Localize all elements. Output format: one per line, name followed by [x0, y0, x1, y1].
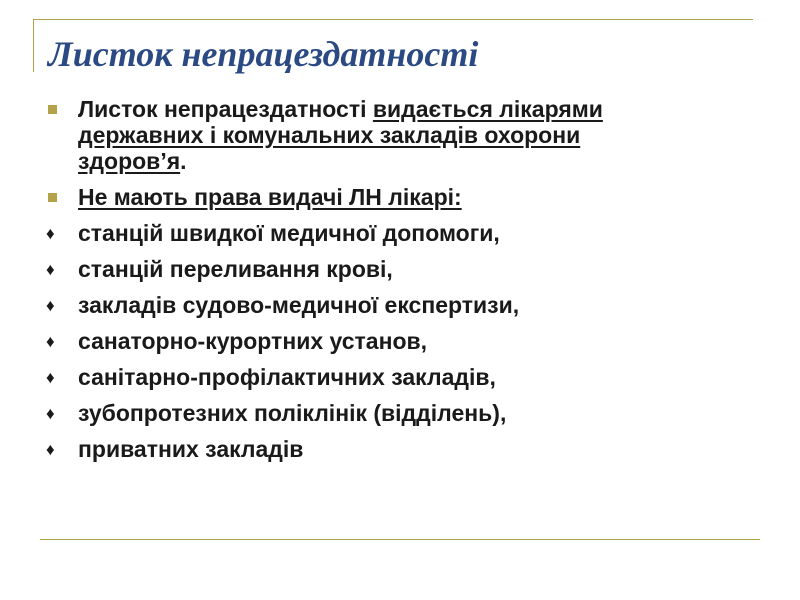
bullet-item-restriction	[44, 184, 684, 210]
list-item	[44, 436, 684, 462]
list-item	[44, 400, 684, 426]
restriction-heading: Не мають права видачі ЛН лікарі:	[78, 184, 462, 210]
list-item-text: закладів судово-медичної експертизи,	[78, 292, 520, 318]
diamond-bullet-icon: ♦	[46, 260, 55, 279]
list-item	[44, 292, 684, 318]
slide-title: Листок непрацездатності	[48, 34, 479, 74]
list-item-text: приватних закладів	[78, 436, 304, 462]
diamond-bullet-icon: ♦	[46, 404, 55, 423]
issuance-text-end: .	[180, 148, 187, 174]
bottom-divider-line	[40, 539, 760, 540]
top-divider-line	[33, 19, 753, 20]
list-item	[44, 220, 684, 246]
list-item	[44, 256, 684, 282]
diamond-bullet-icon: ♦	[46, 224, 55, 243]
issuance-text-underlined: видається лікарями державних і комунальних закладів охорони здоров’я	[78, 96, 603, 174]
slide-content	[44, 96, 684, 462]
list-item	[44, 328, 684, 354]
list-item-text: санаторно-курортних установ,	[78, 328, 428, 354]
list-item-text: станцій переливання крові,	[78, 256, 393, 282]
bullet-item-issuance	[44, 96, 684, 174]
square-bullet-icon	[48, 193, 57, 202]
diamond-bullet-icon: ♦	[46, 332, 55, 351]
diamond-bullet-icon: ♦	[46, 368, 55, 387]
left-accent-line	[33, 19, 34, 72]
list-item-text: санітарно-профілактичних закладів,	[78, 364, 496, 390]
square-bullet-icon	[48, 105, 57, 114]
list-item	[44, 364, 684, 390]
issuance-text-plain: Листок непрацездатності	[78, 96, 373, 122]
diamond-bullet-icon: ♦	[46, 296, 55, 315]
list-item-text: зубопротезних поліклінік (відділень),	[78, 400, 507, 426]
diamond-bullet-icon: ♦	[46, 440, 55, 459]
list-item-text: станцій швидкої медичної допомоги,	[78, 220, 500, 246]
